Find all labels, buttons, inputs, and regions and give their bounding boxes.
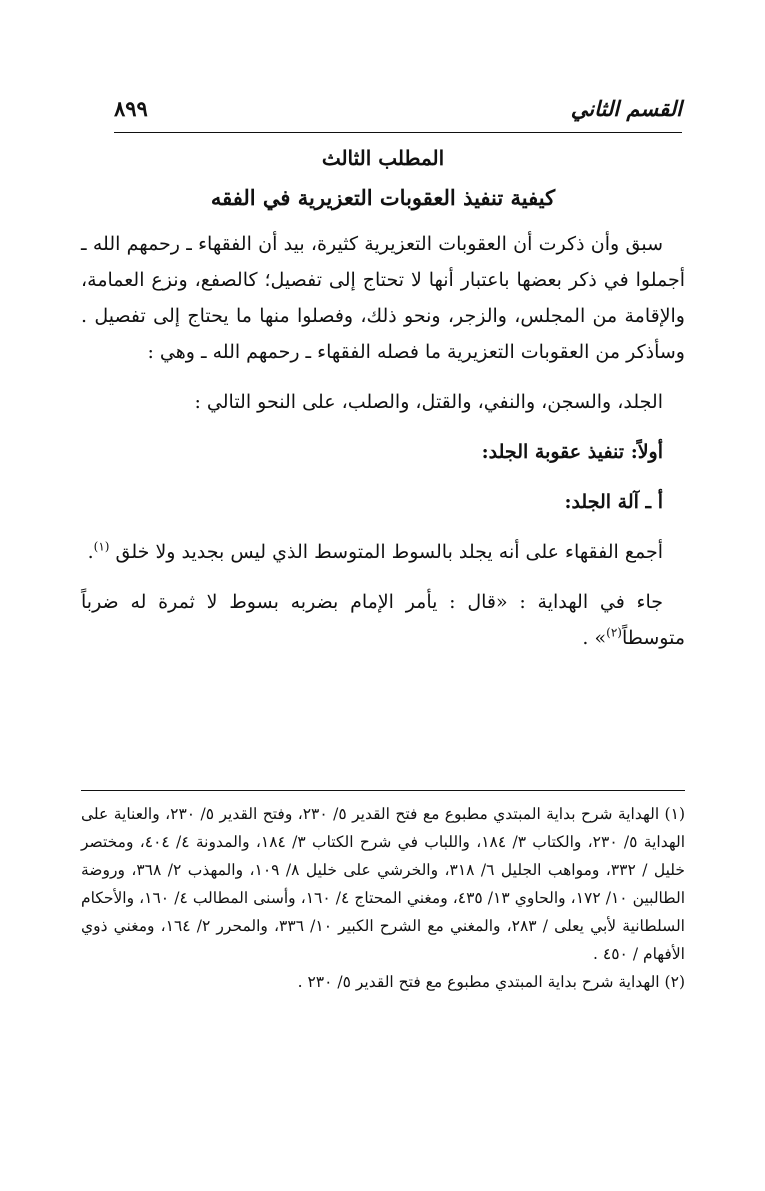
footnote-1: [81, 800, 685, 968]
footnote-2-text: الهداية شرح بداية المبتدي مطبوع مع فتح القدير ٥/ ٢٣٠ .: [297, 973, 660, 991]
footnote-ref-2[interactable]: (٢): [606, 625, 622, 640]
header-rule: [114, 132, 682, 133]
hidaya-paragraph: [81, 584, 685, 656]
hidaya-text: جاء في الهداية : «قال : يأمر الإمام بضربه بسوط لا ثمرة له ضرباً متوسطاً: [81, 591, 685, 649]
footnotes: [81, 800, 685, 996]
footnote-rule: [81, 790, 685, 791]
running-header: [114, 96, 682, 132]
section-heading: المطلب الثالث: [321, 146, 445, 170]
footnote-1-text: الهداية شرح بداية المبتدي مطبوع مع فتح القدير ٥/ ٢٣٠، وفتح القدير ٥/ ٢٣٠، والعناية على الهداية ٥/ ٢٣٠، والكتاب ٣/ ١٨٤، واللباب في شرح الكتاب ٣/ ١٨٤، والمدونة ٤/ ٤٠٤، ومختصر خليل / ٣٣٢، ومواهب الجليل ٦/ ٣١٨، والخرشي على خليل ٨/ ١٠٩، والمهذب ٢/ ٣٦٨، وروضة الطالبين ١٠/ ١٧٢، والحاوي ١٣/ ٤٣٥، ومغني المحتاج ٤/ ١٦٠، وأسنى المطالب ٤/ ١٦٠، والأحكام السلطانية لأبي يعلى / ٢٨٣، والمغني مع الشرح الكبير ١٠/ ٣٣٦، والمحرر ٢/ ١٦٤، ومغني ذوي الأفهام / ٤٥٠ .: [81, 805, 686, 963]
consensus-paragraph: [81, 534, 685, 570]
footnote-2-number: (٢): [664, 973, 685, 991]
running-header-title: القسم الثاني: [570, 96, 682, 121]
hidaya-end: » .: [582, 627, 607, 649]
consensus-text: أجمع الفقهاء على أنه يجلد بالسوط المتوسط الذي ليس بجديد ولا خلق: [115, 541, 663, 563]
consensus-end: .: [87, 541, 94, 563]
first-heading: أولاً: تنفيذ عقوبة الجلد:: [481, 441, 663, 463]
alef-heading: أ ـ آلة الجلد:: [564, 491, 663, 513]
footnote-1-number: (١): [664, 805, 685, 823]
footnote-ref-1[interactable]: (١): [93, 539, 110, 554]
section-subheading: كيفية تنفيذ العقوبات التعزيرية في الفقه: [210, 185, 556, 210]
page-number: ٨٩٩: [114, 96, 148, 121]
punishments-list-paragraph: الجلد، والسجن، والنفي، والقتل، والصلب، على النحو التالي :: [194, 391, 663, 413]
footnote-2: [81, 968, 685, 996]
intro-paragraph: سبق وأن ذكرت أن العقوبات التعزيرية كثيرة، بيد أن الفقهاء ـ رحمهم الله ـ أجملوا في ذكر بعضها باعتبار أنها لا تحتاج إلى تفصيل؛ كالصفع، ونزع العمامة، والإقامة من المجلس، والزجر، ونحو ذلك، وفصلوا منها ما يحتاج إلى تفصيل . وسأذكر من العقوبات التعزيرية ما فصله الفقهاء ـ رحمهم الله ـ وهي :: [81, 233, 685, 363]
main-text: [81, 138, 685, 670]
